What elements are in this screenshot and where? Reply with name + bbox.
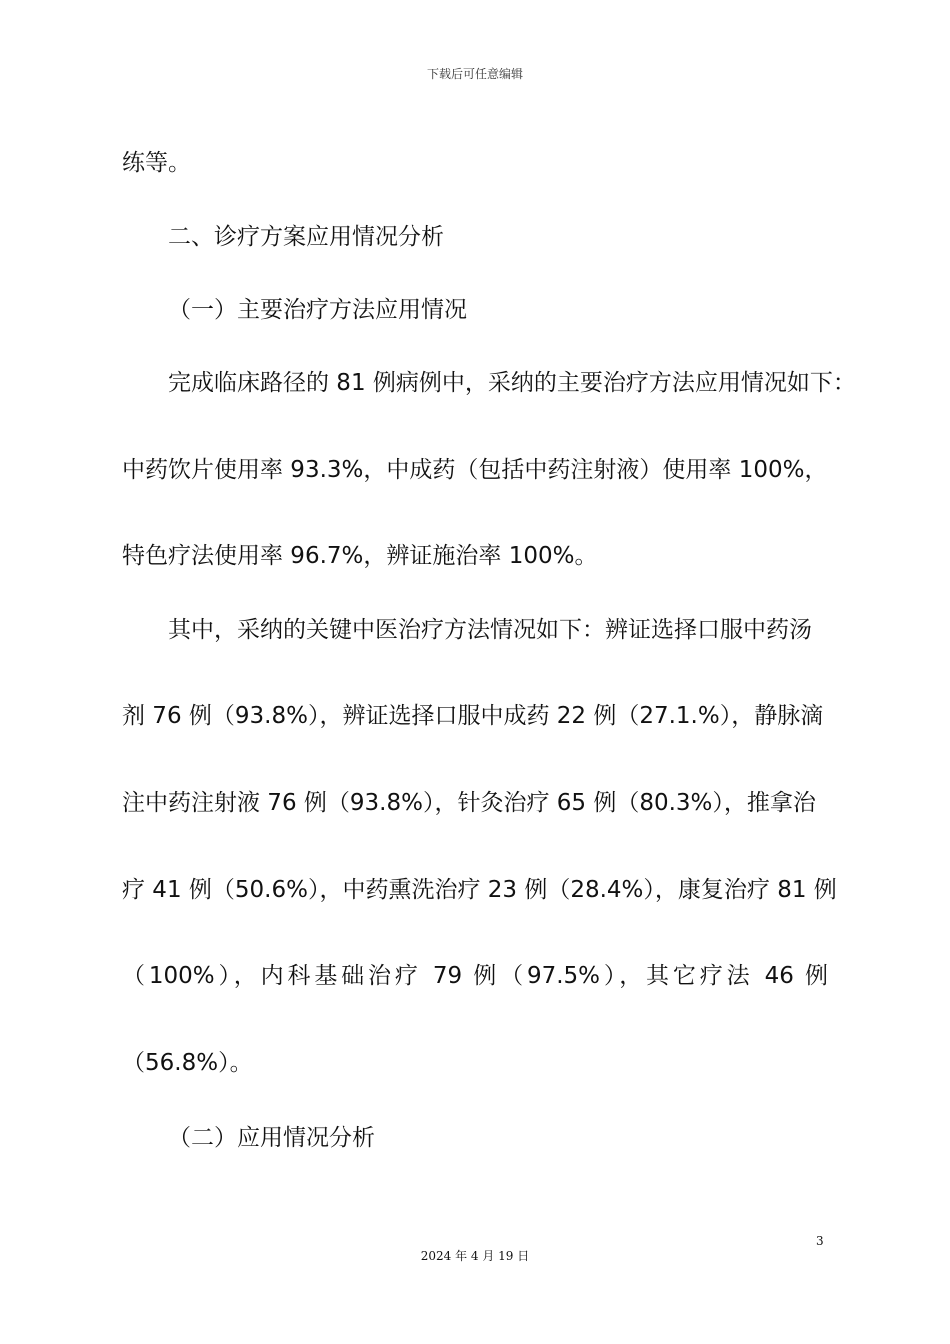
paragraph-line-9: （100%），内科基础治疗 79 例（97.5%），其它疗法 46 例 xyxy=(122,963,828,989)
paragraph-line-4: 特色疗法使用率 96.7%，辨证施治率 100%。 xyxy=(122,543,598,569)
paragraph-line-2: 完成临床路径的 81 例病例中，采纳的主要治疗方法应用情况如下： xyxy=(168,370,856,396)
page-number: 3 xyxy=(816,1234,824,1248)
subsection-heading-2: （二）应用情况分析 xyxy=(168,1125,375,1151)
subsection-heading-1: （一）主要治疗方法应用情况 xyxy=(168,297,467,323)
paragraph-line-3: 中药饮片使用率 93.3%，中成药（包括中药注射液）使用率 100%， xyxy=(122,457,828,483)
footer-date: 2024 年 4 月 19 日 xyxy=(420,1249,530,1263)
paragraph-line-6: 剂 76 例（93.8%），辨证选择口服中成药 22 例（27.1.%），静脉滴 xyxy=(122,703,824,729)
paragraph-line-10: （56.8%）。 xyxy=(122,1050,253,1076)
paragraph-line-8: 疗 41 例（50.6%），中药熏洗治疗 23 例（28.4%），康复治疗 81 例 xyxy=(122,877,837,903)
paragraph-line-5: 其中，采纳的关键中医治疗方法情况如下：辨证选择口服中药汤 xyxy=(168,617,812,643)
section-heading: 二、诊疗方案应用情况分析 xyxy=(168,224,444,250)
page-header: 下载后可任意编辑 xyxy=(426,67,523,81)
paragraph-line-7: 注中药注射液 76 例（93.8%），针灸治疗 65 例（80.3%），推拿治 xyxy=(122,790,816,816)
paragraph-line-1: 练等。 xyxy=(122,150,191,176)
